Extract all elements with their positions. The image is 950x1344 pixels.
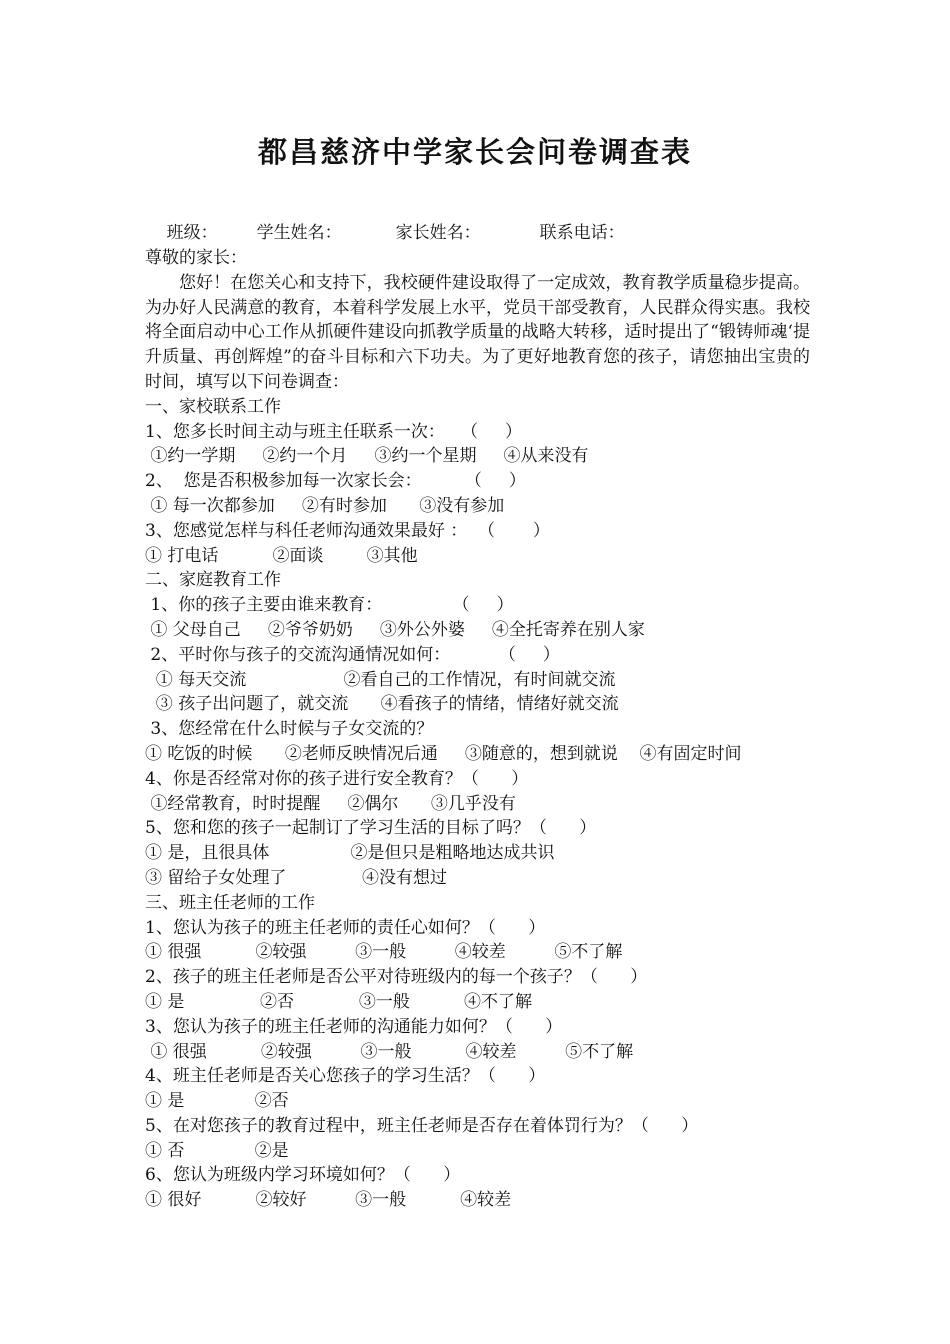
text-line: ③ 孩子出问题了，就交流 ④看孩子的情绪，情绪好就交流 (145, 694, 619, 715)
text-line: ①约一学期 ②约一个月 ③约一个星期 ④从来没有 (145, 446, 589, 467)
greeting: 尊敬的家长： (145, 248, 247, 268)
text-line: 2、平时你与孩子的交流沟通情况如何： （ ） (145, 644, 560, 665)
intro-paragraph: 您好！在您关心和支持下，我校硬件建设取得了一定成效，教育教学质量稳步提高。为办好人民满意的教育，本着科学发展上水平，党员干部受教育，人民群众得实惠。我校将全面启动中心工作从抓硬件建设向抓教学质量的战略大转移，适时提出了“锻铸师魂‘提升质量、再创辉煌”的奋斗目标和六下功夫。为了更好地教育您的孩子，请您抽出宝贵的时间，填写以下问卷调查： (145, 272, 810, 392)
text-line: ③ 留给子女处理了 ④没有想过 (145, 867, 448, 888)
text-line: 2、 您是否积极参加每一次家长会： （ ） (145, 471, 526, 492)
text-line: ① 否 ②是 (145, 1140, 289, 1161)
text-line: 4、你是否经常对你的孩子进行安全教育？（ ） (145, 768, 529, 789)
text-line: ① 每天交流 ②看自己的工作情况，有时间就交流 (145, 669, 616, 690)
text-line: 5、在对您孩子的教育过程中，班主任老师是否存在着体罚行为？（ ） (145, 1115, 699, 1136)
class-label: 班级： (166, 223, 218, 243)
text-line: 1、您认为孩子的班主任老师的责任心如何？（ ） (145, 917, 546, 938)
text-line: ① 每一次都参加 ②有时参加 ③没有参加 (145, 495, 505, 516)
text-line: ① 是，且很具体 ②是但只是粗略地达成共识 (145, 843, 555, 864)
text-line: 1、您多长时间主动与班主任联系一次： （ ） (145, 421, 523, 442)
text-line: 一、家校联系工作 (145, 396, 281, 417)
text-line: ① 很强 ②较强 ③一般 ④较差 ⑤不了解 (145, 1041, 634, 1062)
text-line: ① 打电话 ②面谈 ③其他 (145, 545, 418, 566)
text-line: ① 吃饭的时候 ②老师反映情况后通 ③随意的，想到就说 ④有固定时间 (145, 743, 742, 764)
text-line: 4、班主任老师是否关心您孩子的学习生活？（ ） (145, 1066, 546, 1087)
parent-name-label: 家长姓名： (395, 223, 481, 243)
student-name-label: 学生姓名： (256, 223, 342, 243)
text-line: 二、家庭教育工作 (145, 570, 281, 591)
text-line: 三、班主任老师的工作 (145, 892, 315, 913)
text-line: ① 是 ②否 ③一般 ④不了解 (145, 991, 532, 1012)
phone-label: 联系电话： (539, 223, 625, 243)
text-line: 6、您认为班级内学习环境如何？（ ） (145, 1165, 461, 1186)
text-line: ①经常教育，时时提醒 ②偶尔 ③几乎没有 (145, 793, 516, 814)
text-line: 3、您经常在什么时候与子女交流的？ (145, 719, 434, 740)
text-line: ① 很强 ②较强 ③一般 ④较差 ⑤不了解 (145, 942, 623, 963)
text-line: ① 很好 ②较好 ③一般 ④较差 (145, 1190, 512, 1211)
text-line: 3、您感觉怎样与科任老师沟通效果最好 ： （ ） (145, 520, 550, 541)
text-line: 2、孩子的班主任老师是否公平对待班级内的每一个孩子？（ ） (145, 967, 648, 988)
document-body (145, 246, 810, 1213)
text-line: 5、您和您的孩子一起制订了学习生活的目标了吗？（ ） (145, 818, 597, 839)
question-list (145, 395, 810, 1213)
text-line: ① 父母自己 ②爷爷奶奶 ③外公外婆 ④全托寄养在别人家 (145, 619, 645, 640)
text-line: 3、您认为孩子的班主任老师的沟通能力如何？（ ） (145, 1016, 563, 1037)
text-line: ① 是 ②否 (145, 1091, 289, 1112)
text-line: 1、你的孩子主要由谁来教育： （ ） (145, 595, 514, 616)
page-title: 都昌慈济中学家长会问卷调查表 (257, 135, 692, 169)
